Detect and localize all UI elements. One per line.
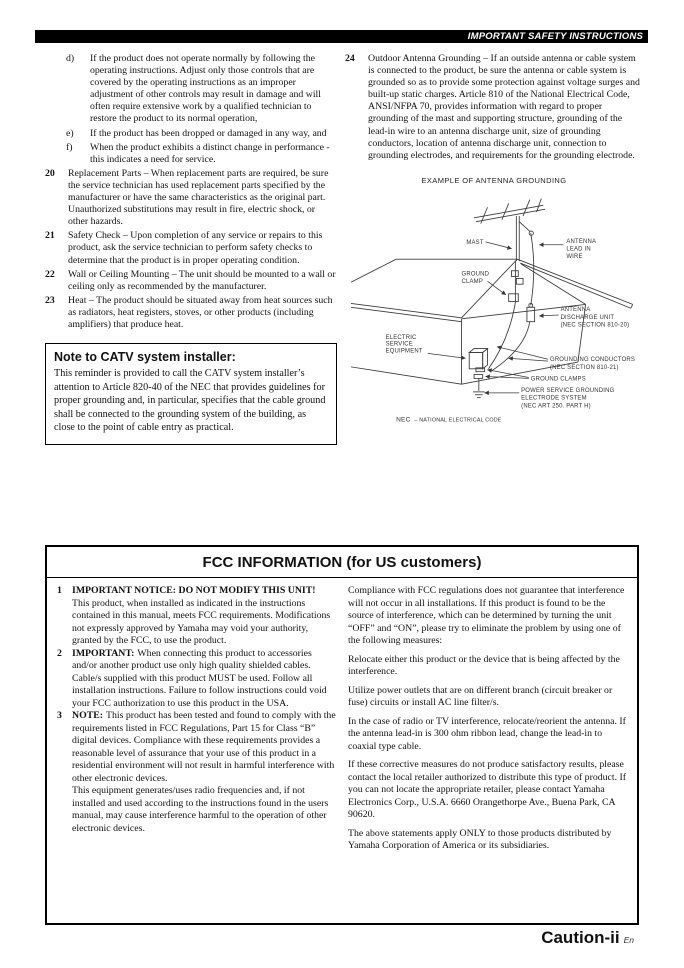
nec-abbr: NEC (396, 416, 411, 424)
nec-caption: – NATIONAL ELECTRICAL CODE (414, 417, 502, 424)
label-electric-service-3: EQUIPMENT (385, 348, 423, 355)
page-header-title: IMPORTANT SAFETY INSTRUCTIONS (467, 31, 643, 42)
label-electric-service-2: SERVICE (385, 341, 413, 348)
item-text: When the product exhibits a distinct change in performance - this indicates a need for service. (90, 141, 330, 165)
item-text: Heat – The product should be situated away from heat sources such as radiators, heat registers, stoves, or other products (including amplifiers) that produce heat. (68, 294, 333, 330)
item-body: This product has been tested and found to comply with the requirements listed in FCC Regulations, Part 15 for Class “B” digital devices. Compliance with these requirements provides a reasonable level of assurance that your use of this product in a residential environment will not result in harmful interference with other electronic devices. (72, 710, 336, 784)
fcc-paragraph: Compliance with FCC regulations does not guarantee that interference will not occur in all installations. If this product is found to be the source of interference, which can be determined by turning the unit “OFF” and “ON”, please try to eliminate the problem by using one of the following measures: (348, 585, 625, 646)
item-text: Outdoor Antenna Grounding – If an outside antenna or cable system is connected to the product, be sure the antenna or cable system is grounded so as to provide some protection against voltage surges and built-up static charges. Article 810 of the National Electrical Code, ANSI/NFPA 70, provides information with regard to proper grounding of the mast and supporting structure, grounding of the lead-in wire to an antenna discharge unit, size of grounding conductors, location of antenna discharge unit, connection to grounding electrodes, and requirements for the grounding electrode. (368, 53, 640, 161)
item-text: If the product does not operate normally by following the operating instructions. Adjust only those controls that are covered by the operating instructions as an improper adjustment of other controls may result in damage and will often require extensive work by a qualified technician to restore the product to its normal operation, (90, 53, 321, 125)
label-power-service-3: (NEC ART 250. PART H) (521, 403, 591, 410)
list-item-e (45, 128, 337, 140)
label-nec-footnote (396, 417, 502, 424)
list-item-22 (45, 269, 337, 293)
fcc-item-3 (57, 710, 336, 835)
label-ground-clamps: GROUND CLAMPS (530, 376, 586, 383)
fcc-item-2 (57, 648, 336, 711)
item-text: If the product has been dropped or damaged in any way, and (90, 127, 327, 139)
item-number: 1 (57, 585, 62, 596)
item-label: f) (66, 141, 73, 153)
right-column (345, 53, 643, 439)
fcc-title: FCC INFORMATION (for US customers) (202, 554, 482, 571)
fcc-paragraph: The above statements apply ONLY to those products distributed by Yamaha Corporation of America or its subsidiaries. (348, 827, 612, 851)
label-antenna-lead-in-3: WIRE (566, 254, 583, 261)
label-grounding-conductors-2: (NEC SECTION 810-21) (550, 364, 619, 371)
item-lead: IMPORTANT NOTICE: DO NOT MODIFY THIS UNIT! (72, 585, 316, 596)
list-item-23 (45, 295, 337, 331)
label-electric-service-1: ELECTRIC (385, 334, 417, 341)
label-power-service-1: POWER SERVICE GROUNDING (521, 387, 615, 394)
item-number: 2 (57, 647, 62, 659)
diagram-leader-lines (428, 239, 564, 393)
diagram-title: EXAMPLE OF ANTENNA GROUNDING (421, 175, 567, 185)
fcc-paragraph: If these corrective measures do not produce satisfactory results, please contact the local retailer authorized to distribute this type of product. If you can not locate the appropriate retailer, please contact Yamaha Electronics Corp., U.S.A. 6660 Orangethorpe Ave., Buena Park, CA 90620. (348, 759, 627, 820)
item-lead: NOTE: (72, 710, 104, 721)
item-label: e) (66, 127, 74, 139)
label-mast: MAST (466, 239, 484, 246)
language-tag: En (623, 935, 634, 945)
item-lead: IMPORTANT: (72, 647, 135, 659)
label-power-service-2: ELECTRODE SYSTEM (521, 395, 587, 402)
label-discharge-unit-3: (NEC SECTION 810-20) (560, 322, 630, 329)
page-footer (541, 928, 634, 948)
label-grounding-conductors-1: GROUNDING CONDUCTORS (550, 357, 636, 364)
fcc-paragraph: Relocate either this product or the device that is being affected by the interference. (348, 653, 620, 677)
item-text: Replacement Parts – When replacement parts are required, be sure the service technician has used replacement parts specified by the manufacturer or have the same characteristics as the original part. Unauthorized substitutions may result in fire, electric shock, or other hazards. (68, 167, 329, 228)
fcc-information-box (45, 545, 639, 925)
fcc-right-column (348, 585, 627, 859)
list-item-21 (45, 230, 337, 266)
item-label: d) (66, 53, 75, 64)
label-discharge-unit-2: DISCHARGE UNIT (560, 314, 615, 321)
left-column (45, 53, 337, 445)
label-antenna-lead-in-1: ANTENNA (566, 238, 597, 245)
item-number: 3 (57, 710, 62, 721)
item-body: This product, when installed as indicated in the instructions contained in this manual, meets FCC requirements. Modifications not expressly approved by Yamaha may void your authority, granted by the FCC, to use the product. (72, 597, 331, 646)
fcc-item-1 (57, 585, 336, 648)
label-ground-clamp-2: CLAMP (461, 279, 484, 286)
fcc-paragraph: Utilize power outlets that are on different branch (circuit breaker or fuse) circuits or install AC line filter/s. (348, 684, 613, 708)
catv-note-body: This reminder is provided to call the CATV system installer’s attention to Article 820-40 of the NEC that provides guidelines for proper grounding and, in particular, specifies that the cable ground shall be connected to the grounding system of the building, as close to the point of cable entry as practical. (54, 368, 326, 434)
item-text: Safety Check – Upon completion of any service or repairs to this product, ask the service technician to perform safety checks to determine that the product is in proper operating condition. (68, 230, 323, 266)
item-number: 24 (345, 53, 355, 64)
page-number-label: Caution-ii (541, 928, 620, 947)
fcc-columns (57, 578, 627, 859)
label-ground-clamp-1: GROUND (461, 271, 490, 278)
list-item-f (45, 142, 337, 166)
electric-equipment-box-drawing (469, 349, 487, 369)
item-text (72, 710, 336, 835)
item-text (72, 648, 336, 711)
catv-note-title: Note to CATV system installer: (54, 350, 236, 365)
label-discharge-unit-1: ANTENNA (560, 307, 591, 314)
fcc-left-column (57, 585, 336, 859)
list-item-20 (45, 168, 337, 228)
list-item-d (45, 53, 337, 126)
list-item-24 (345, 53, 643, 162)
catv-note-box (45, 343, 337, 445)
antenna-grounding-diagram (345, 189, 655, 439)
page-header-bar (35, 30, 648, 43)
item-number: 21 (45, 230, 55, 242)
antenna-icon (474, 199, 545, 224)
item-body: When connecting this product to accessories and/or another product use only high quality shielded cables. Cable/s supplied with this product MUST be used. Follow all installation instructions. Failure to follow instructions could void your FCC authorization to use this product in the USA. (72, 647, 327, 709)
fcc-paragraph: In the case of radio or TV interference, relocate/reorient the antenna. If the antenna lead-in is 300 ohm ribbon lead, change the lead-in to coaxial type cable. (348, 715, 626, 752)
item-number: 20 (45, 167, 55, 179)
item-number: 23 (45, 294, 55, 306)
label-antenna-lead-in-2: LEAD IN (566, 246, 591, 253)
item-number: 22 (45, 268, 55, 280)
item-body-2: This equipment generates/uses radio frequencies and, if not installed and used according to the instructions found in the users manual, may cause interference harmful to the operation of other electronic devices. (72, 785, 329, 834)
item-text (72, 585, 336, 648)
item-text: Wall or Ceiling Mounting – The unit should be mounted to a wall or ceiling only as recommended by the manufacturer. (68, 268, 336, 292)
